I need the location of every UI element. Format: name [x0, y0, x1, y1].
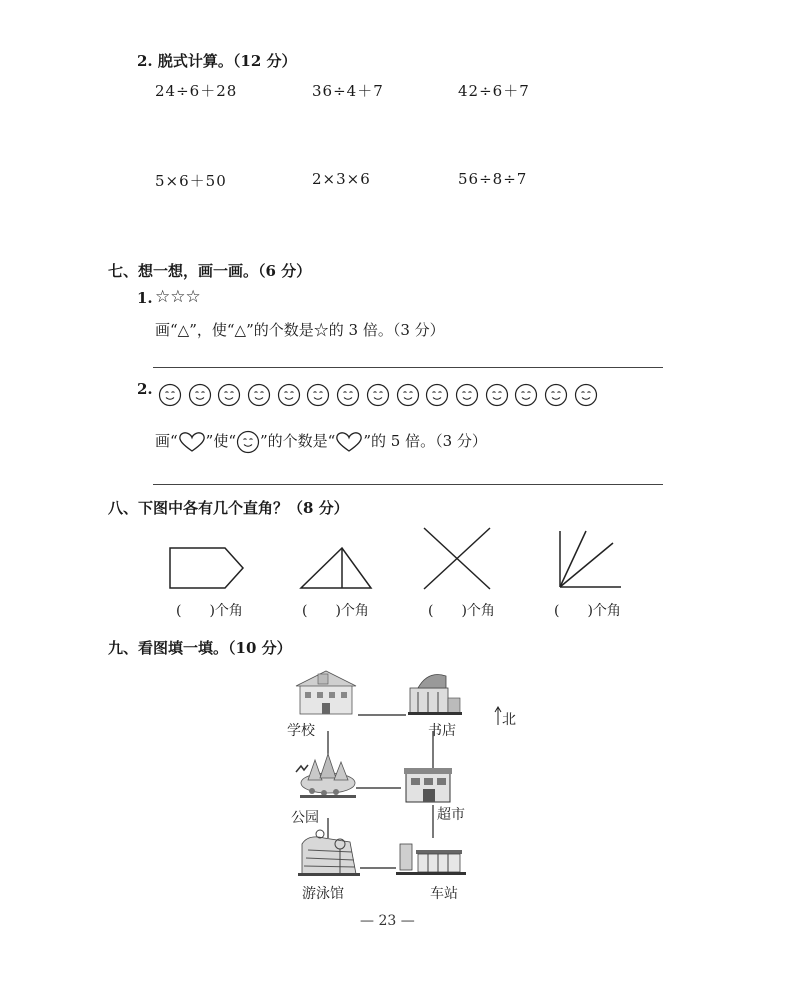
smiley-face-icon	[247, 383, 271, 407]
smiley-face-icon	[514, 383, 538, 407]
page-number: — 23 —	[360, 913, 415, 929]
smiley-face-icon	[425, 383, 449, 407]
bookstore-icon	[408, 675, 462, 716]
expression-3: 42÷6＋7	[458, 82, 530, 100]
instr-part-3: ”的个数是“	[260, 432, 336, 450]
item1-number: 1.	[137, 289, 153, 307]
smiley-face-icon	[158, 383, 182, 407]
north-arrow-icon	[495, 707, 501, 725]
figure-crossing-lines	[420, 526, 494, 592]
supermarket-icon	[404, 768, 452, 802]
section-8-title: 八、下图中各有几个直角？（8 分）	[108, 499, 349, 517]
heart-icon	[335, 430, 363, 454]
smiley-face-icon	[455, 383, 479, 407]
smiley-face-icon	[485, 383, 509, 407]
station-label: 车站	[430, 886, 458, 902]
smiley-face-icon	[544, 383, 568, 407]
smiley-face-icon	[336, 383, 360, 407]
swimming-pool-icon	[298, 830, 360, 876]
instr-part-4: ”的 5 倍。（3 分）	[363, 432, 487, 450]
instr-part-2: ”使“	[205, 432, 237, 450]
expression-1: 24÷6＋28	[155, 82, 238, 100]
smiley-face-icon	[217, 383, 241, 407]
bus-station-icon	[396, 844, 466, 875]
section-9-title: 九、看图填一填。（10 分）	[108, 639, 292, 657]
north-label: 北	[502, 712, 516, 728]
supermarket-label: 超市	[437, 807, 465, 823]
school-icon	[296, 671, 356, 714]
smiley-face-icon	[306, 383, 330, 407]
expression-4: 5×6＋50	[155, 172, 227, 190]
expression-5: 2×3×6	[312, 170, 371, 188]
item2-number: 2.	[137, 380, 153, 398]
park-icon	[296, 754, 356, 798]
smiley-face-icon	[277, 383, 301, 407]
smiley-face-icon	[574, 383, 598, 407]
section-7-title: 七、想一想，画一画。（6 分）	[108, 262, 312, 280]
angle-answer-1[interactable]: ( )个角	[176, 603, 243, 619]
heart-icon	[178, 430, 206, 454]
angle-answer-4[interactable]: ( )个角	[554, 603, 621, 619]
figure-triangle	[298, 545, 374, 591]
smiley-face-icon	[188, 383, 212, 407]
figure-rays	[555, 529, 625, 591]
angle-answer-2[interactable]: ( )个角	[302, 603, 369, 619]
smiley-face-icon	[396, 383, 420, 407]
bookstore-label: 书店	[428, 723, 456, 739]
instr-part-1: 画“	[155, 432, 178, 450]
angle-answer-3[interactable]: ( )个角	[428, 603, 495, 619]
school-label: 学校	[287, 723, 315, 739]
town-map	[278, 668, 508, 908]
pool-label: 游泳馆	[302, 886, 344, 902]
smiley-face-icon	[236, 430, 260, 454]
expression-2: 36÷4＋7	[312, 82, 384, 100]
star-row: ☆☆☆	[155, 287, 201, 307]
expression-6: 56÷8÷7	[458, 170, 528, 188]
answer-line-2	[153, 484, 663, 485]
q2-title: 2. 脱式计算。（12 分）	[137, 52, 297, 70]
item2-instruction	[155, 428, 487, 454]
answer-line-1	[153, 367, 663, 368]
figure-pentagon	[168, 545, 246, 591]
item1-instruction: 画“△”，使“△”的个数是☆的 3 倍。（3 分）	[155, 321, 445, 339]
smiley-face-icon	[366, 383, 390, 407]
smiley-row	[158, 383, 603, 407]
park-label: 公园	[291, 810, 319, 826]
